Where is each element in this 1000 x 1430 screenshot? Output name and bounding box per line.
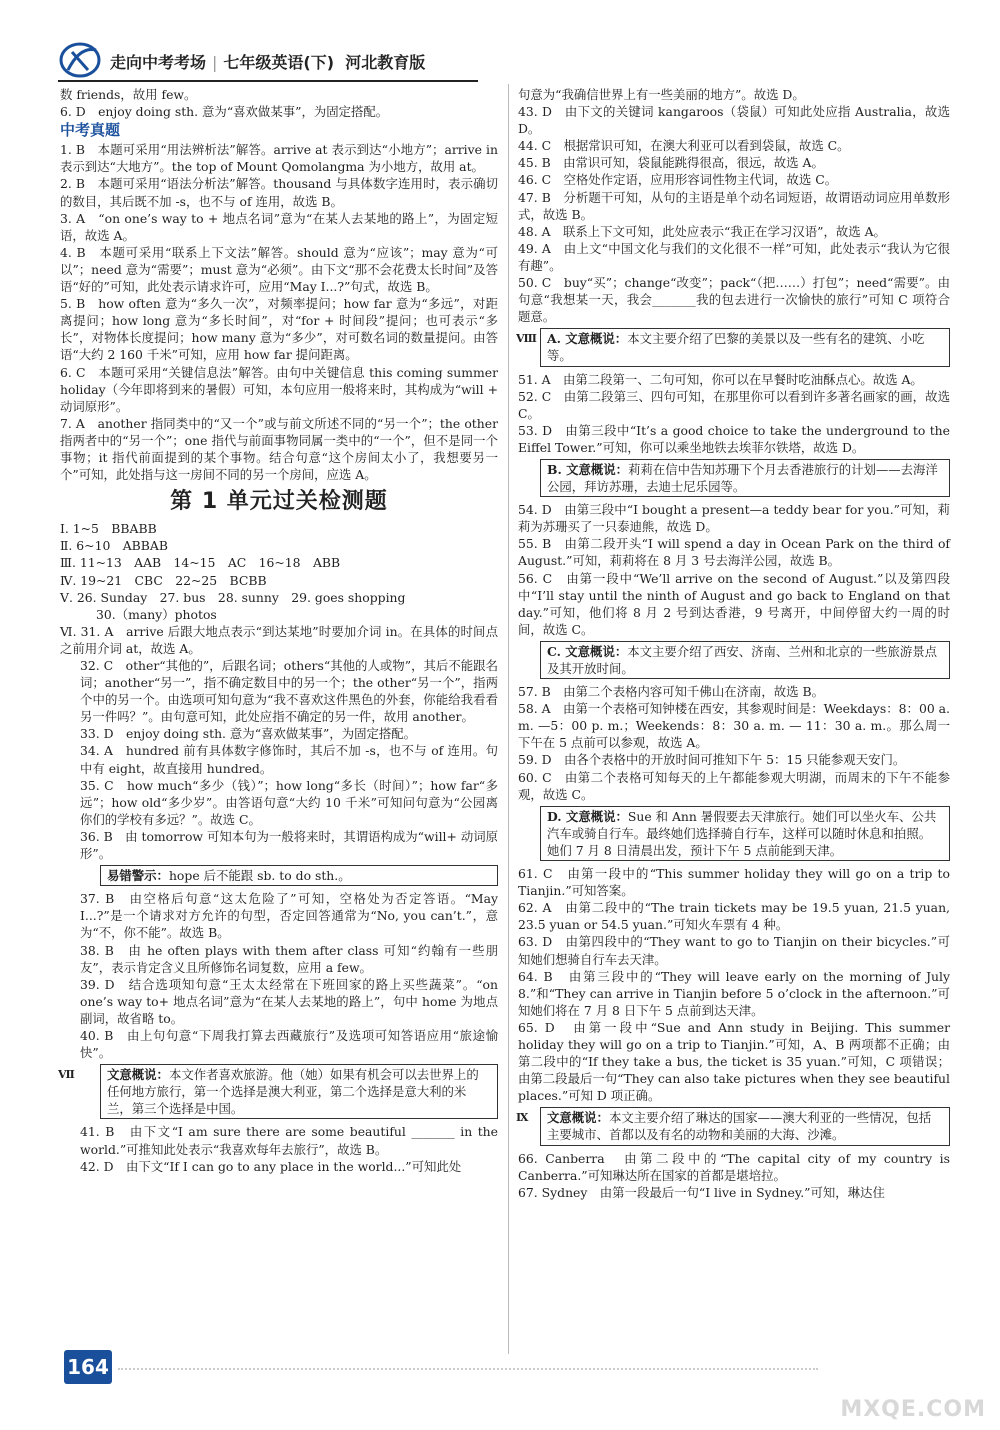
watermark-text: MXQE.COM [840,1397,986,1422]
explanation-item: 45. B 由常识可知，袋鼠能跳得很高，很远，故选 A。 [518,155,824,171]
exam-item: 3. A “on one’s way to + 地点名词”意为“在某人去某地的路上”，为固定短语，故选 A。 [60,210,498,243]
summary-text: 莉莉在信中告知苏珊下个月去香港旅行的计划——去海洋公园，拜访苏珊，去迪士尼乐园等。 [547,461,938,495]
explanation-item: 50. C buy“买”；change“改变”；pack“（把……）打包”；need“需要”。由句意“我想某一天，我会_______我的包去进行一次愉快的旅行”可知 C 项符合题意。 [518,275,950,325]
explanation-item: 65. D 由第一段中“Sue and Ann study in Beijing. This summer holiday they will go on a trip to Tianjin.”可知，A、B 两项都不正确；由第二段中的“If they take a bus, the ticket is 35 yuan.”可知，C 项错误；由第二段最后一句“They can also take pictures when they see beautiful places.”可知 D 项正确。 [518,1019,950,1104]
summary-row [518,1107,950,1145]
page-header [58,40,958,82]
answer-row: 30.（many）photos [96,606,217,622]
explanation-item: 63. D 由第四段中的“They want to go to Tianjin on their bicycles.”可知她们想骑自行车去天津。 [518,934,950,967]
footer-dotted-rule [118,1368,818,1370]
summary-text: 本文主要介绍了琳达的国家——澳大利亚的一些情况，包括主要城市、首都以及有名的动物和美丽的大海、沙滩。 [547,1110,932,1143]
answer-row: Ⅲ. 11~13 AAB 14~15 AC 16~18 ABB [60,555,341,571]
summary-box [540,1107,950,1145]
answer-row: Ⅱ. 6~10 ABBAB [60,538,168,554]
explanation-item: 34. A hundred 前有具体数字修饰时，其后不加 -s，也不与 of 连用。句中有 eight，故直接用 hundred。 [80,743,498,776]
explanation-item: 44. C 根据常识可知，在澳大利亚可以看到袋鼠，故选 C。 [518,138,850,154]
explanation-item: 52. C 由第二段第三、四句可知，在那里你可以看到许多著名画家的画，故选 C。 [518,388,950,421]
book-name: 七年级英语(下) [223,53,335,72]
explanation-item: 42. D 由下文“If I can go to any place in the world...”可知此处 [80,1158,462,1174]
summary-label: D. 文意概说： [547,808,628,824]
summary-label: A. 文意概说： [547,331,628,347]
explanation-item: Ⅵ. 31. A arrive 后跟大地点表示“到达某地”时要加介词 in。在具体的时间点之前用介词 at，故选 A。 [60,623,498,656]
page-number: 164 [64,1350,112,1384]
test-title: 第 1 单元过关检测题 [170,489,388,515]
explanation-item: 61. C 由第一段中的“This summer holiday they will go on a trip to Tianjin.”可知答案。 [518,866,950,899]
explanation-item: 56. C 由第一段中“We’ll arrive on the second of August.”以及第四段中“I’ll stay until the ninth of August and go back to England on that day.”可知，他们将 8 月 2 号到达香港，9 号离开，中间停留大约一周的时间，故选 C。 [518,570,950,637]
publisher-name: 河北教育版 [345,53,426,72]
series-name: 走向中考考场 [110,53,207,72]
summary-box [100,1064,498,1119]
right-column [518,86,950,1201]
warning-box [100,865,498,886]
column-divider [508,84,509,1354]
summary-box [540,459,950,497]
answer-row: Ⅳ. 19~21 CBC 22~25 BCBB [60,572,267,588]
summary-box [540,641,950,679]
explanation-item: 46. C 空格处作定语，应用形容词性物主代词，故选 C。 [518,172,838,188]
warning-label: 易错警示： [107,868,169,884]
explanation-item: 60. C 由第二个表格可知每天的上午都能参观大明湖，而周末的下午不能参观，故选 C。 [518,769,950,802]
explanation-item: 36. B 由 tomorrow 可知本句为一般将来时，其谓语构成为“will+ 动词原形”。 [80,828,498,862]
explanation-item: 57. B 由第二个表格内容可知千佛山在济南，故选 B。 [518,684,824,700]
explanation-item: 54. D 由第三段中“I bought a present—a teddy bear for you.”可知，莉莉为苏珊买了一只泰迪熊，故选 D。 [518,502,950,535]
exam-item: 4. B 本题可采用“联系上下文法”解答。should 意为“应该”；may 意为“可以”；need 意为“需要”；must 意为“必须”。由下文“那不会花费太长时间”及答语“好的”可知，此处表示请求许可，应用“May I...?”句式，故选 B。 [60,244,498,295]
explanation-item: 句意为“我确信世界上有一些美丽的地方”。故选 D。 [518,87,805,102]
section-heading: 中考真题 [60,121,121,140]
explanation-item: 67. Sydney 由第一段最后一句“I live in Sydney.”可知，琳达住 [518,1184,885,1200]
left-column [60,86,498,1175]
series-logo-icon [58,40,104,80]
explanation-item: 41. B 由下文“I am sure there are some beautiful _______ in the world.”可推知此处表示“我喜欢每年去旅行”，故选 B。 [80,1124,498,1157]
explanation-item: 38. B 由 he often plays with them after class 可知“约翰有一些朋友”，表示肯定含义且所修饰名词复数，应用 a few。 [80,942,498,975]
header-title: 走向中考考场 | 七年级英语(下) 河北教育版 [110,53,426,72]
explanation-item: 35. C how much“多少（钱）”；how long“多长（时间）”；how far“多远”；how old“多少岁”。由答语句意“大约 10 千米”可知问句意为“公园离你们的学校有多远？”。故选 C。 [80,777,498,827]
explanation-item: 39. D 结合选项知句意“王太太经常在下班回家的路上买些蔬菜”。“on one’s way to+ 地点名词”意为“在某人去某地的路上”，句中 home 为地点副词，故省略 to。 [80,976,498,1026]
exam-item: 2. B 本题可采用“语法分析法”解答。thousand 与具体数字连用时，表示确切的数目，其后既不加 -s，也不与 of 连用，故选 B。 [60,176,498,209]
explanation-item: 53. D 由第三段中“It’s a good choice to take the underground to the Eiffel Tower.”可知，你可以乘坐地铁去埃菲尔铁塔，故选 D。 [518,422,950,455]
explanation-item: 62. A 由第二段中的“The train tickets may be 19.5 yuan, 21.5 yuan, 23.5 yuan or 54.5 yuan.”可知火车票有 4 种。 [518,900,950,933]
header-rule [58,80,478,82]
summary-text: 本文主要介绍了西安、济南、兰州和北京的一些旅游景点及其开放时间。 [547,643,937,676]
exam-item: 7. A another 指同类中的“又一个”或与前文所述不同的“另一个”；the other 指两者中的“另一个”；one 指代与前面事物同属一类中的“一个”，但不是同一个事物；it 指代前面提到的某个事物。结合句意“这个房间太小了，我想要另一个”可知，此处指与这一房间不同的另一个房间，应选 A。 [60,415,498,483]
summary-label: 文意概说： [107,1067,169,1083]
answer-row: Ⅴ. 26. Sunday 27. bus 28. sunny 29. goes shopping [60,589,406,605]
exam-item: 1. B 本题可采用“用法辨析法”解答。arrive at 表示到达“小地方”；arrive in 表示到达“大地方”。the top of Mount Qomolangma 为小地方，故用 at。 [60,142,498,175]
explanation-item: 59. D 由各个表格中的开放时间可推知下午 5：15 只能参观天安门。 [518,752,906,768]
summary-label: C. 文意概说： [547,643,628,659]
explanation-item: 51. A 由第二段第一、二句可知，你可以在早餐时吃油酥点心。故选 A。 [518,371,923,387]
intro-line: 数 friends，故用 few。 [60,87,197,102]
summary-label: B. 文意概说： [547,461,629,477]
section-numeral: Ⅸ [516,1111,529,1125]
section-numeral: Ⅷ [516,332,537,346]
explanation-item: 43. D 由下文的关键词 kangaroos（袋鼠）可知此处应指 Australia，故选 D。 [518,104,950,137]
explanation-item: 64. B 由第三段中的“They will leave early on the morning of July 8.”和“They can arrive in Tianjin before 5 o’clock in the afternoon.”可知她们将在 7 月 8 日下午 5 点前到达天津。 [518,968,950,1018]
explanation-item: 33. D enjoy doing sth. 意为“喜欢做某事”，为固定搭配。 [80,726,417,742]
summary-text: 本文作者喜欢旅游。他（她）如果有机会可以去世界上的任何地方旅行，第一个选择是澳大利亚，第二个选择是意大利的米兰，第三个选择是中国。 [107,1067,479,1117]
warning-text: hope 后不能跟 sb. to do sth.。 [168,868,351,884]
summary-label: 文意概说： [547,1110,609,1126]
exam-item: 5. B how often 意为“多久一次”，对频率提问；how far 意为“多远”，对距离提问；how long 意为“多长时间”，对“for + 时间段”提问；也可表示“多长”，对物体长度提问；how many 意为“多少”，对可数名词的数量提问。由答语“大约 2 160 千米”可知，应用 how far 提问距离。 [60,296,498,363]
explanation-item: 55. B 由第二段开头“I will spend a day in Ocean Park on the third of August.”可知，莉莉将在 8 月 3 号去海洋公园，故选 B。 [518,536,950,569]
explanation-item: 47. B 分析题干可知，从句的主语是单个动名词短语，故谓语动词应用单数形式，故选 B。 [518,189,950,222]
summary-text: Sue 和 Ann 暑假要去天津旅行。她们可以坐火车、公共汽车或骑自行车。最终她们选择骑自行车，这样可以随时休息和拍照。她们 7 月 8 日清晨出发，预计下午 5 点前能到天津。 [547,808,937,858]
section-numeral: Ⅶ [58,1068,75,1082]
summary-row [60,1064,498,1119]
summary-row [518,328,950,366]
summary-text: 本文主要介绍了巴黎的美景以及一些有名的建筑、小吃等。 [547,331,925,364]
explanation-item: 40. B 由上句句意“下周我打算去西藏旅行”及选项可知答语应用“旅途愉快”。 [80,1027,498,1061]
summary-box [540,806,950,861]
explanation-item: 32. C other“其他的”，后跟名词；others“其他的人或物”，其后不能跟名词；another“另一”，指不确定数目中的另一个；the other“另一个”，指两个中的另一个。由选项可知句意为“我不喜欢这件黑色的外套，你能给我看看另一件吗？”。由句意可知，此处应指不确定的另一件，故用 another。 [80,658,498,725]
explanation-item: 48. A 联系上下文可知，此处应表示“我正在学习汉语”，故选 A。 [518,223,886,239]
explanation-item: 49. A 由上文“中国文化与我们的文化很不一样”可知，此处表示“我认为它很有趣”。 [518,240,950,273]
intro-line: 6. D enjoy doing sth. 意为“喜欢做某事”，为固定搭配。 [60,104,389,120]
explanation-item: 58. A 由第一个表格可知钟楼在西安，其参观时间是：Weekdays：8：00 a. m. —5：00 p. m.；Weekends：8：30 a. m. — 11：30 a. m.。那么周一下午在 5 点前可以参观，故选 A。 [518,701,950,751]
answer-row: Ⅰ. 1~5 BBABB [60,521,157,537]
explanation-item: 37. B 由空格后句意“这太危险了”可知，空格处为否定答语。“May I...?”是一个请求对方允许的句型，否定回答通常为“No, you can’t.”，意为“不，你不能”。故选 B。 [80,891,498,941]
explanation-item: 66. Canberra 由第二段中的“The capital city of my country is Canberra.”可知琳达所在国家的首都是堪培拉。 [518,1150,950,1183]
exam-item: 6. C 本题可采用“关键信息法”解答。由句中关键信息 this coming summer holiday（今年即将到来的暑假）可知，本句应用一般将来时，其构成为“will + 动词原形”。 [60,364,498,414]
summary-box [540,328,950,366]
